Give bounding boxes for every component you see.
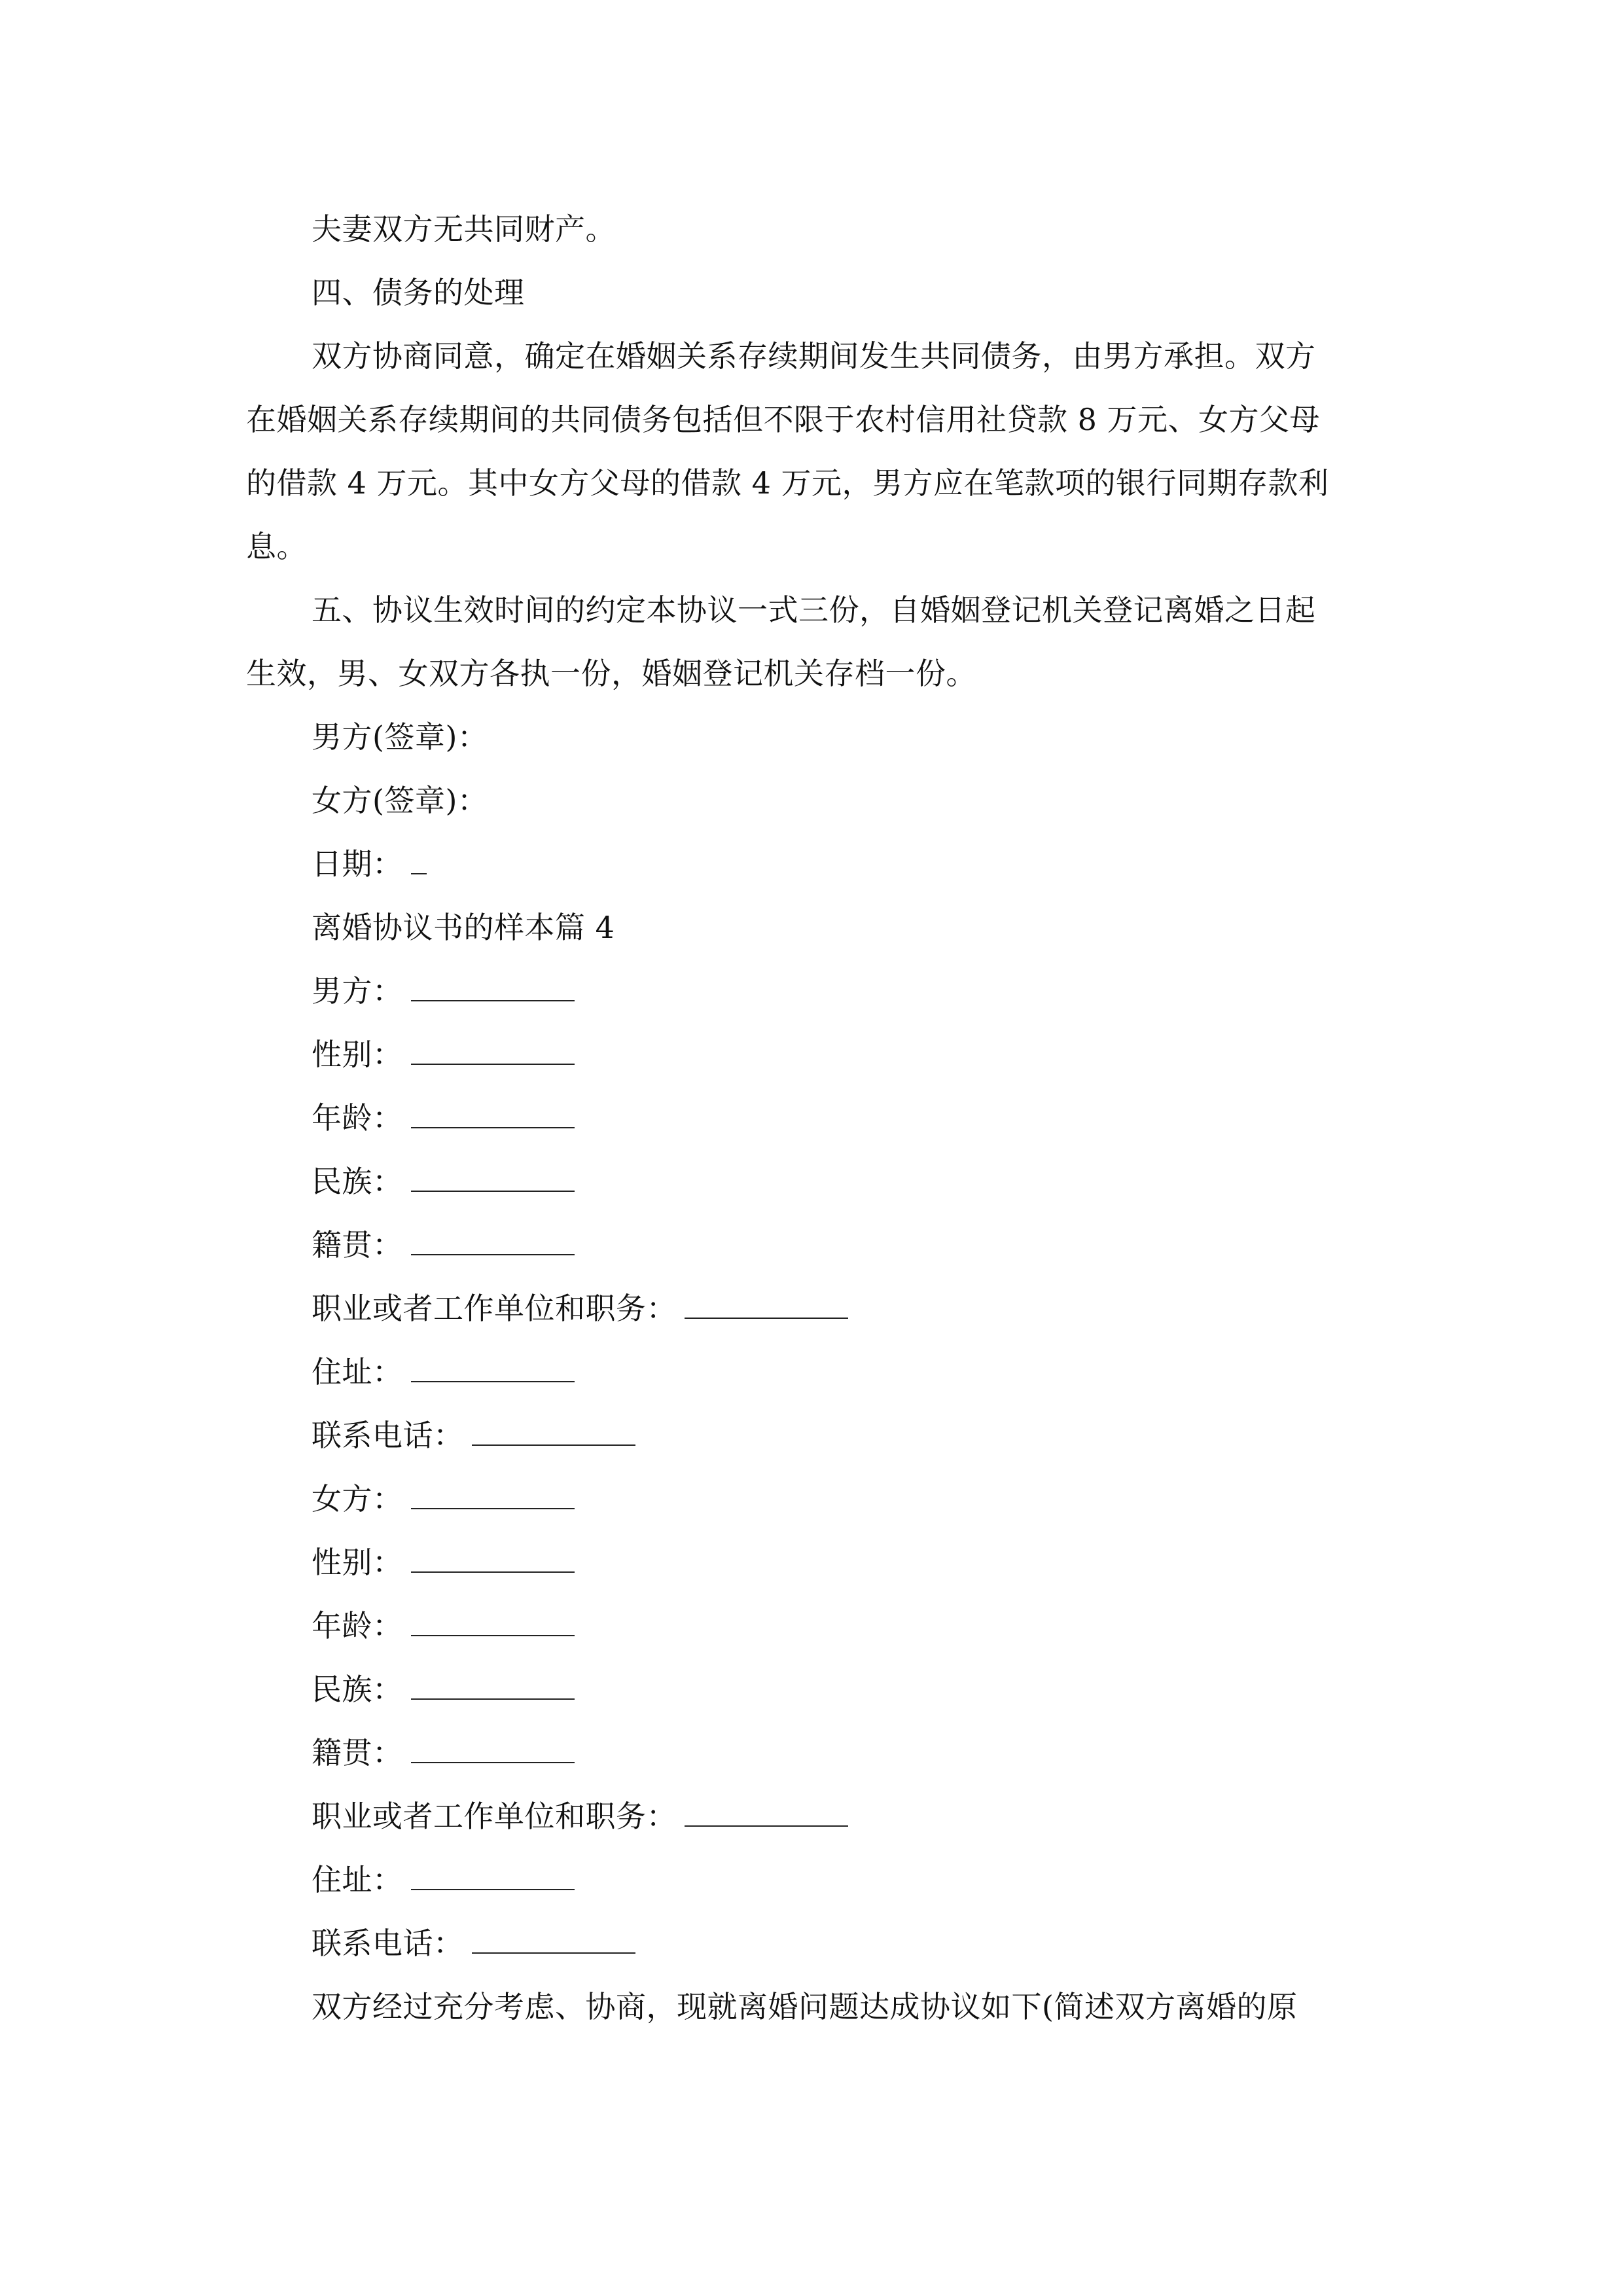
male-gender-field: 性别： xyxy=(312,1033,575,1075)
male-address-blank xyxy=(411,1352,575,1382)
female-phone-field: 联系电话： xyxy=(312,1922,635,1964)
female-ethnicity-field: 民族： xyxy=(312,1668,575,1710)
female-age-field: 年龄： xyxy=(312,1605,575,1647)
heading-debt-handling: 四、债务的处理 xyxy=(312,275,525,310)
male-occupation-field: 职业或者工作单位和职务： xyxy=(312,1287,848,1329)
male-occupation-blank xyxy=(685,1289,848,1319)
female-ethnicity-blank xyxy=(411,1670,575,1700)
signature-female: 女方(签章)： xyxy=(312,783,488,818)
female-gender-blank xyxy=(411,1543,575,1573)
male-native-place-field: 籍贯： xyxy=(312,1224,575,1266)
female-gender-field: 性别： xyxy=(312,1541,575,1583)
paragraph-debt-line-2: 在婚姻关系存续期间的共同债务包括但不限于农村信用社贷款 8 万元、女方父母 xyxy=(246,402,1321,437)
female-occupation-field: 职业或者工作单位和职务： xyxy=(312,1795,848,1837)
paragraph-agreement-intro: 双方经过充分考虑、协商，现就离婚问题达成协议如下(简述双方离婚的原 xyxy=(312,1989,1298,2024)
male-party-field: 男方： xyxy=(312,970,575,1012)
male-gender-blank xyxy=(411,1035,575,1065)
male-phone-field: 联系电话： xyxy=(312,1414,635,1456)
female-party-blank xyxy=(411,1479,575,1509)
female-native-place-blank xyxy=(411,1733,575,1763)
female-occupation-blank xyxy=(685,1797,848,1827)
male-age-field: 年龄： xyxy=(312,1097,575,1139)
paragraph-debt-line-1: 双方协商同意，确定在婚姻关系存续期间发生共同债务，由男方承担。双方 xyxy=(312,338,1316,374)
paragraph-debt-line-3: 的借款 4 万元。其中女方父母的借款 4 万元，男方应在笔款项的银行同期存款利 xyxy=(246,465,1329,501)
male-phone-blank xyxy=(472,1416,635,1446)
paragraph-no-property: 夫妻双方无共同财产。 xyxy=(312,211,616,247)
male-party-blank xyxy=(411,971,575,1001)
signature-male: 男方(签章)： xyxy=(312,719,488,755)
date-field: 日期： xyxy=(312,843,427,885)
female-phone-blank xyxy=(472,1924,635,1954)
male-address-field: 住址： xyxy=(312,1351,575,1393)
female-native-place-field: 籍贯： xyxy=(312,1732,575,1774)
paragraph-effective-line-1: 五、协议生效时间的约定本协议一式三份，自婚姻登记机关登记离婚之日起 xyxy=(312,592,1316,628)
female-party-field: 女方： xyxy=(312,1478,575,1520)
paragraph-debt-line-4: 息。 xyxy=(246,529,307,564)
female-address-field: 住址： xyxy=(312,1859,575,1901)
female-age-blank xyxy=(411,1606,575,1636)
male-native-place-blank xyxy=(411,1225,575,1255)
male-ethnicity-blank xyxy=(411,1162,575,1192)
female-address-blank xyxy=(411,1860,575,1890)
date-blank xyxy=(411,844,427,874)
male-age-blank xyxy=(411,1098,575,1128)
paragraph-effective-line-2: 生效，男、女双方各执一份，婚姻登记机关存档一份。 xyxy=(246,656,976,691)
section-title: 离婚协议书的样本篇 4 xyxy=(312,910,615,945)
male-ethnicity-field: 民族： xyxy=(312,1160,575,1202)
